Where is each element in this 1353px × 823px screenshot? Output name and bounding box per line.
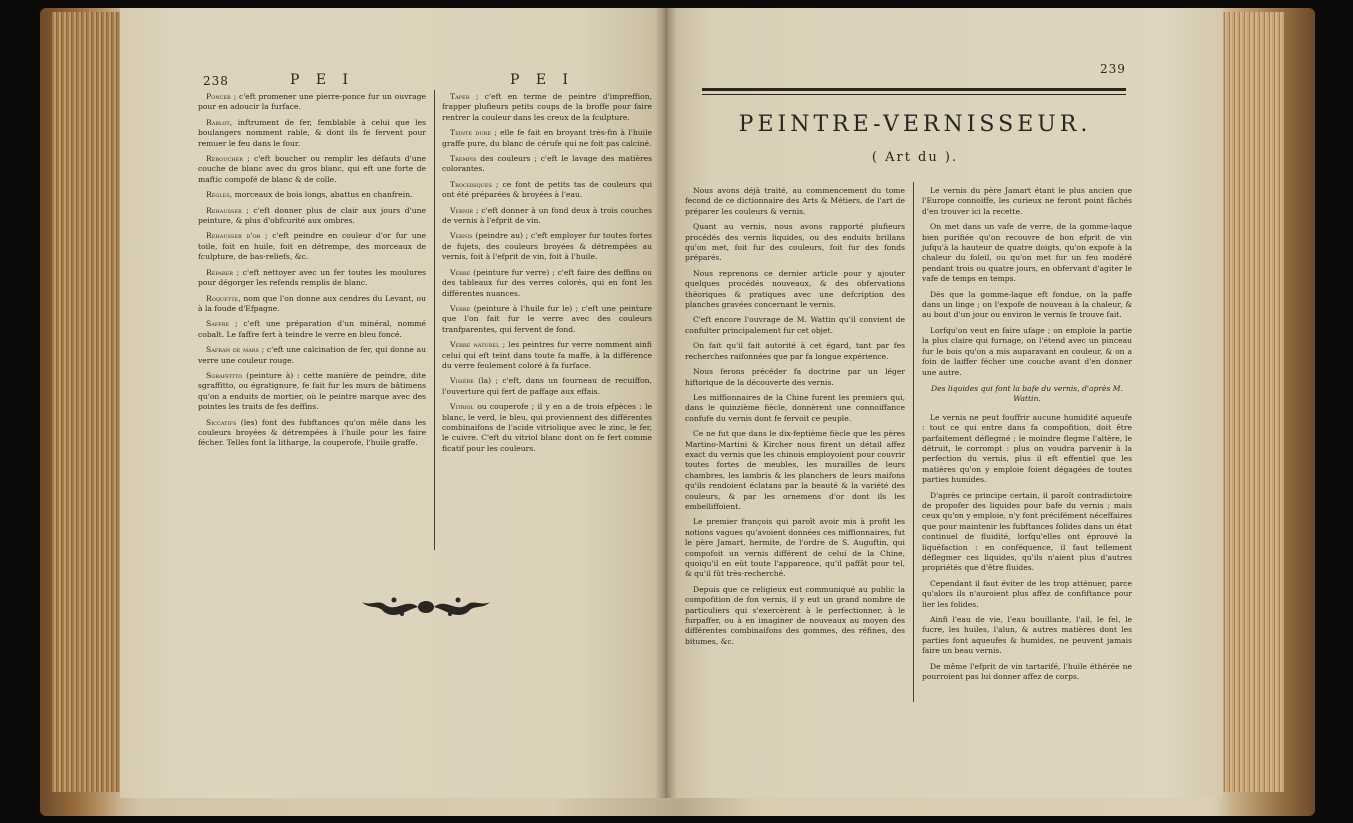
left-running-head-2: P E I (510, 72, 575, 88)
dictionary-entry (198, 190, 426, 200)
dictionary-entry (198, 92, 426, 113)
paragraph: Depuis que ce religieux eut communiqué au public la compofition de fon vernis, il y eut un grand nombre de particuliers qui s'exercèrent à le perfectionner, à le furpaffer, ou à en imaginer de nouveaux au moyen des différentes combinaifons des gommes, des réfines, des bitumes, &c. (685, 584, 905, 646)
paragraph: Le vernis ne peut fouffrir aucune humidité aqueufe : tout ce qui entre dans fa compofition, doit être parfaitement déflegmé ; le moindre flegme l'altère, le détruit, le corrompt : plus on voudra parvenir à la perfection du vernis, plus il eft effentiel que les matières qu'on y emploie foient dégagées de toutes parties humides. (922, 412, 1132, 485)
entry-headword: Roquette (206, 293, 239, 303)
entry-headword: Siccatifs (206, 417, 237, 427)
paragraph: Ainfi l'eau de vie, l'eau bouillante, l'ail, le fel, le fucre, les huiles, l'alun, & autres matières dont les parties font aqueufes & humides, ne peuvent jamais faire un beau vernis. (922, 615, 1132, 656)
dictionary-entry (442, 128, 652, 149)
paragraph: De même l'efprit de vin tartarifé, l'huile éthérée ne pourroient pas lui donner affez de corps. (922, 661, 1132, 682)
paragraph: Lorfqu'on veut en faire ufage ; on emploie la partie la plus claire qui furnage, on l'étend avec un pinceau fur le bois qu'on a mis auparavant en couleur, & on a foin de laiffer fécher une couche avant d'en donner une autre. (922, 325, 1132, 377)
dictionary-entry (198, 371, 426, 413)
dictionary-entry (198, 345, 426, 366)
paragraph: Nous avons déjà traité, au commencement du tome fecond de ce dictionnaire des Arts & Métiers, de l'art de préparer les couleurs & vernis. (685, 186, 905, 216)
dictionary-entry (442, 402, 652, 454)
paragraph: Ce ne fut que dans le dix-feptième fiècle que les pères Martino-Martini & Kircher nous firent un détail affez exact du vernis que les chinois employoient pour couvrir toutes fortes de meubles, les murailles de leurs chambres, les lambris & les planchers de leurs maifons qu'ils rendoient éclatans par la beauté & la variété des couleurs, & par les ornemens d'or dont ils les embelliffoient. (685, 429, 905, 511)
entry-text: ; c'eft en terme de peintre d'impreffion, frapper plufieurs petits coups de la broffe pour faire rentrer la couleur dans les creux de la fculpture. (442, 92, 652, 122)
entry-text: (la) ; c'eft, dans un fourneau de recuiffon, l'ouverture qui fert de paffage aux effais. (442, 376, 652, 396)
right-column-2-upper (922, 186, 1132, 378)
entry-headword: Sgraffitto (206, 370, 243, 380)
paragraph: C'eft encore l'ouvrage de M. Wattin qu'il convient de confulter principalement fur cet objet. (685, 315, 905, 335)
section-title: Des liquides qui font la bafe du vernis, d'après M. Wattin. (931, 383, 1123, 404)
entry-headword: Vernir (450, 205, 474, 215)
entry-headword: Taper (450, 92, 470, 101)
article-title: PEINTRE-VERNISSEUR. (738, 112, 1092, 137)
entry-text: (peinture fur verre) ; c'eft faire des deffins ou des tableaux fur des verres colorés, qui en font les différentes nuances. (442, 267, 652, 298)
entry-text: ; c'eft promener une pierre-ponce fur un ouvrage pour en adoucir la furface. (198, 92, 426, 112)
entry-text: ; c'eft une calcination de fer, qui donne au verre une couleur rouge. (198, 345, 426, 365)
entry-text: ; c'eft une préparation d'un minéral, nommé cobalt. Le faffre fert à teindre le verre en bleu foncé. (198, 319, 426, 339)
right-column-2-lower (922, 413, 1132, 683)
right-column-1 (685, 186, 905, 652)
left-page-number: 238 (203, 74, 229, 88)
dictionary-entry (442, 268, 652, 299)
entry-text: (les) font des fubftances qu'on mêle dans les couleurs broyées & détrempées à l'huile pour les faire fécher. Telles font la litharge, la couperofe, l'huile graffe. (198, 417, 426, 448)
fleuron-ornament (356, 592, 496, 622)
column-divider-left (434, 90, 435, 550)
entry-text: ; les peintres fur verre nomment ainfi celui qui eft teint dans toute fa maffe, à la différence du verre feulement coloré à fa furface. (442, 340, 652, 370)
entry-text: ou couperofe ; il y en a de trois efpèces : le blanc, le verd, le bleu, qui proviennent des différentes combinaifons de l'acide vitriolique avec le zinc, le fer, le cuivre. C'eft du vitriol blanc dont on fe fert comme ficatif pour les couleurs. (442, 402, 652, 453)
paragraph: Les miffionnaires de la Chine furent les premiers qui, dans le quinzième fiècle, donnèrent une connoiffance confufe du vernis dont fe fervoit ce peuple. (685, 392, 905, 423)
entry-headword: Rehausser (206, 205, 242, 215)
entry-text: , morceaux de bois longs, abattus en chanfrein. (229, 190, 413, 200)
dictionary-entry (198, 231, 426, 262)
paragraph: On fait qu'il fait autorité à cet égard, tant par fes recherches raifonnées que par fa longue expérience. (685, 341, 905, 361)
book-gutter (655, 8, 677, 798)
entry-text: ; c'eft donner plus de clair aux jours d'une peinture, & plus d'obfcurité aux ombres. (198, 205, 426, 226)
paragraph: Quant au vernis, nous avons rapporté plufieurs procédés des vernis liquides, ou des enduits brillans qu'on met, foit fur des couleurs, foit fur des fonds préparés. (685, 222, 905, 263)
entry-text: ; c'eft donner à un fond deux à trois couches de vernis à l'efprit de vin. (442, 205, 652, 226)
dictionary-entry (198, 294, 426, 315)
entry-headword: Vitriol (450, 402, 474, 412)
entry-headword: Trochisques (450, 179, 492, 189)
dictionary-entry (442, 340, 652, 371)
dictionary-entry (442, 304, 652, 335)
paragraph: Cependant il faut éviter de les trop atténuer, parce qu'alors ils n'auroient plus affez de confiftance pour lier les folides. (922, 578, 1132, 609)
entry-text: , inftrument de fer, femblable à celui que les boulangers nomment rable, & dont ils fe fervent pour remuer le feu dans le four. (198, 117, 426, 148)
page-edges-right (1222, 12, 1284, 792)
entry-headword: Vernis (450, 231, 473, 241)
dictionary-entry (442, 206, 652, 227)
entry-text: ; c'eft nettoyer avec un fer toutes les moulures pour dégorger les refends remplis de blanc. (198, 267, 426, 288)
title-rule-thick (702, 88, 1126, 91)
entry-headword: Reboucher (206, 154, 244, 164)
entry-headword: Réparer (206, 267, 234, 277)
entry-text: ; c'eft peindre en couleur d'or fur une toile, foit en huile, foit en détrempe, des morceaux de fculpture, de bas-reliefs, &c. (198, 231, 426, 262)
dictionary-entry (198, 319, 426, 340)
paragraph: Le premier françois qui paroît avoir mis à profit les notions vagues qu'avoient données ces miffionnaires, fut le père Jamart, hermite, de l'ordre de S. Auguftin, qui compofoit un vernis différent de celui de la Chine, quoiqu'il en eût toute l'apparence, qu'il paffât pour tel, & qu'il fût très-recherché. (685, 517, 905, 579)
entry-headword: Verre (450, 303, 471, 313)
entry-text: (peinture à) : cette manière de peindre, dite sgraffitto, ou égratignure, fe fait fur les murs de bâtimens qu'on a enduits de mortier, où le peintre marque avec des pointes les traits de fes deffins. (198, 370, 426, 412)
entry-text: (peindre au) ; c'eft employer fur toutes fortes de fujets, des couleurs broyées & détrempées au vernis, foit à l'efprit de vin, foit à l'huile. (442, 231, 652, 262)
entry-text: ; ce font de petits tas de couleurs qui ont été préparées & broyées à l'eau. (442, 179, 652, 200)
dictionary-entry (198, 118, 426, 149)
page-edges-left (52, 12, 120, 792)
entry-headword: Rehausser d'or (206, 231, 261, 241)
left-column-1 (198, 92, 426, 454)
dictionary-entry (198, 418, 426, 449)
entry-headword: Teinte dure (450, 128, 491, 138)
dictionary-entry (442, 154, 652, 175)
entry-text: des couleurs ; c'eft le lavage des matières colorantes. (442, 154, 652, 174)
article-subtitle: ( Art du ). (871, 150, 959, 165)
left-running-head-1: P E I (290, 72, 355, 88)
paragraph: Le vernis du père Jamart étant le plus ancien que l'Europe connoiffe, les curieux ne feront point fâchés d'en trouver ici la recette. (922, 186, 1132, 216)
entry-headword: Rablot (206, 117, 230, 127)
entry-text: (peinture à l'huile fur le) ; c'eft une peinture que l'on fait fur le verre avec des couleurs tranfparentes, qui fervent de fond. (442, 303, 652, 334)
entry-headword: Trempis (450, 154, 477, 164)
dictionary-entry (198, 154, 426, 185)
right-page-number: 239 (1100, 62, 1126, 76)
paragraph: Nous reprenons ce dernier article pour y ajouter quelques procédés nouveaux, & des obfervations théoriques & pratiques avec une defcription des planches gravées concernant le vernis. (685, 268, 905, 310)
dictionary-entry (442, 180, 652, 201)
entry-headword: Saffre (206, 319, 230, 329)
entry-text: ; c'eft boucher ou remplir les défauts d'une couche de blanc avec du gros blanc, qui eft une forte de maftic compofé de blanc & de colle. (198, 154, 426, 184)
entry-headword: Verre naturel (450, 340, 500, 350)
paragraph: On met dans un vafe de verre, de la gomme-laque bien purifiée qu'on recouvre de bon efprit de vin jufqu'à la hauteur de quatre doigts, qu'on expofe à la chaleur du foleil, ou qu'on met fur un feu modéré pendant trois ou quatre jours, en obfervant d'agiter le vafe de temps en temps. (922, 222, 1132, 284)
entry-headword: Poncer (206, 92, 231, 101)
entry-headword: Verre (450, 267, 471, 277)
dictionary-entry (442, 376, 652, 397)
paragraph: D'après ce principe certain, il paroît contradictoire de propofer des liquides pour bafe du vernis ; mais ceux qu'on y emploie, n'y font précifément néceffaires que pour maintenir les fubftances folides dans un état continuel de fluidité, lorfqu'elles ont éprouvé la liquéfaction : en conféquence, il faut tellement déflegmer ces liquides, qu'ils n'aient plus d'autres propriétés que d'être fluides. (922, 490, 1132, 573)
entry-text: , nom que l'on donne aux cendres du Levant, ou à la foude d'Efpagne. (198, 293, 426, 313)
entry-text: ; elle fe fait en broyant très-fin à l'huile graffe pure, du blanc de cérufe qui ne foit pas calciné. (442, 128, 652, 148)
paragraph: Dès que la gomme-laque eft fondue, on la paffe dans un linge ; on l'expofe de nouveau à la chaleur, & au bout d'un jour ou environ le vernis fe trouve fait. (922, 289, 1132, 320)
right-column-2 (922, 186, 1132, 687)
column-divider-right (913, 182, 914, 702)
paragraph: Nous ferons précéder fa doctrine par un léger hiftorique de la découverte des vernis. (685, 367, 905, 387)
title-rule-thin (702, 94, 1126, 95)
entry-headword: Visière (450, 376, 474, 386)
dictionary-entry (442, 92, 652, 123)
dictionary-entry (198, 206, 426, 227)
entry-headword: Safran de mars (206, 345, 259, 355)
dictionary-entry (442, 231, 652, 262)
left-column-2 (442, 92, 652, 459)
dictionary-entry (198, 268, 426, 289)
entry-headword: Règles (206, 190, 230, 200)
